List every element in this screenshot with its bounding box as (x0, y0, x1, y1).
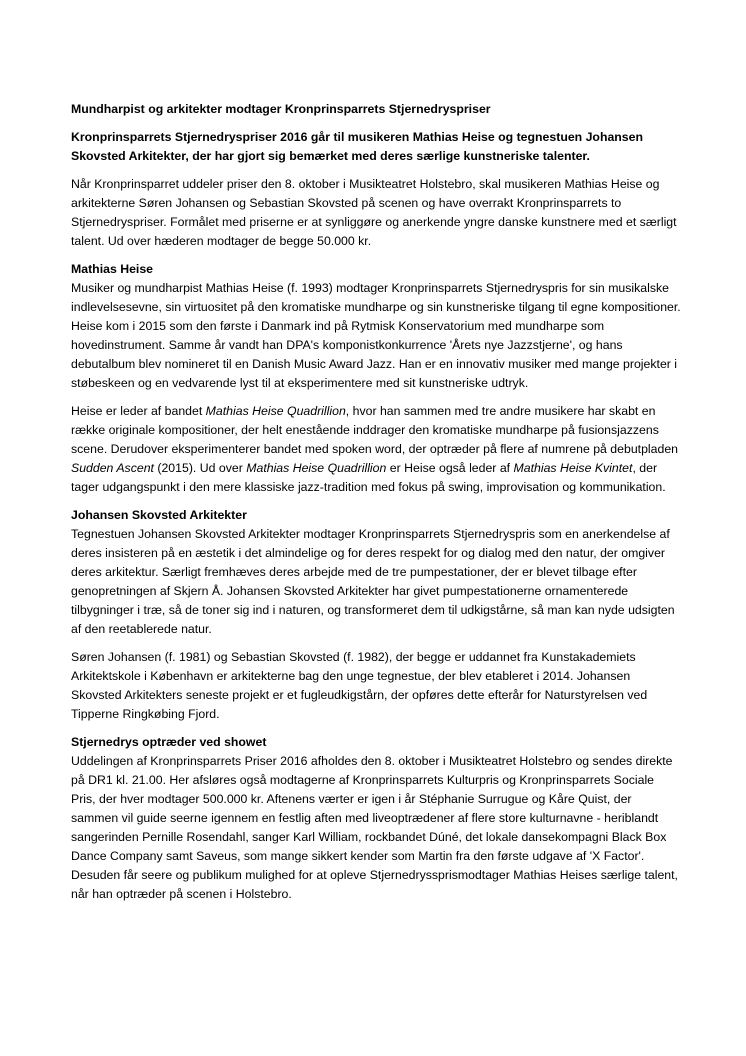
band-name-kvintet: Mathias Heise Kvintet (513, 461, 633, 475)
heise-p2-text-i: , der tager udgangspunkt i den mere klassiske jazz-tradition med fokus på swing, improvisation og kommunikation. (71, 461, 666, 494)
heise-p2-text-g: er Heise også leder af (386, 461, 514, 475)
section-heading-jsa: Johansen Skovsted Arkitekter (71, 508, 247, 522)
section-heading-show: Stjernedrys optræder ved showet (71, 735, 267, 749)
heise-p2-text-a: Heise er leder af bandet (71, 404, 206, 418)
document-title: Mundharpist og arkitekter modtager Kronprinsparrets Stjernedryspriser (71, 102, 491, 116)
document-page (71, 100, 681, 913)
album-title: Sudden Ascent (71, 461, 154, 475)
band-name-quadrillion: Mathias Heise Quadrillion (205, 404, 346, 418)
section-show (71, 733, 681, 904)
jsa-paragraph-1: Tegnestuen Johansen Skovsted Arkitekter modtager Kronprinsparrets Stjernedryspris som en anerkendelse af deres insisteren på en æstetik i det almindelige og for deres respekt for og dialog med den natur, der omgiver deres arkitektur. Særligt fremhæves deres arbejde med de tre pumpestationer, der er blevet tilbage efter genopretningen af Skjern Å. Johansen Skovsted Arkitekter har givet pumpestationerne ornamenterede tilbygninger i træ, så de toner sig ind i naturen, og transformeret dem til udkigstårne, så man kan nyde udsigten af den reetablerede natur. (71, 527, 675, 636)
heise-paragraph-2 (71, 402, 681, 497)
section-heading-heise: Mathias Heise (71, 262, 154, 276)
section-heise (71, 260, 681, 393)
heise-p2-text-c: , hvor han sammen med tre andre musikere har skabt en række originale kompositioner, der helt enestående inddrager den kromatiske mundharpe på fusionsjazzens scene. Derudover eksperimenterer bandet med spoken word, der optræder på flere af numrene på debutpladen (71, 404, 679, 456)
band-name-quadrillion-2: Mathias Heise Quadrillion (246, 461, 387, 475)
show-paragraph-1: Uddelingen af Kronprinsparrets Priser 2016 afholdes den 8. oktober i Musikteatret Holstebro og sendes direkte på DR1 kl. 21.00. Her afsløres også modtagerne af Kronprinsparrets Kulturpris og Kronprinsparrets Sociale Pris, der hver modtager 500.000 kr. Aftenens værter er igen i år Stéphanie Surrugue og Kåre Quist, der sammen vil guide seerne igennem en festlig aften med liveoptrædener af flere store kulturnavne - heriblandt sangerinden Pernille Rosendahl, sanger Karl William, rockbandet Dúné, det lokale dansekompagni Black Box Dance Company samt Saveus, som mange sikkert kender som Martin fra den første udgave af 'X Factor'. Desuden får seere og publikum mulighed for at opleve Stjernedryssprismodtager Mathias Heises særlige talent, når han optræder på scenen i Holstebro. (71, 754, 678, 901)
section-jsa (71, 506, 681, 639)
intro-paragraph: Når Kronprinsparret uddeler priser den 8. oktober i Musikteatret Holstebro, skal musikeren Mathias Heise og arkitekterne Søren Johansen og Sebastian Skovsted på scenen og have overrakt Kronprinsparrets to Stjernedryspriser. Formålet med priserne er at synliggøre og anerkende yngre danske kunstnere med et særligt talent. Ud over hæderen modtager de begge 50.000 kr. (71, 177, 677, 248)
heise-p2-text-e: (2015). Ud over (153, 461, 247, 475)
lead-paragraph: Kronprinsparrets Stjernedryspriser 2016 går til musikeren Mathias Heise og tegnestuen Johansen Skovsted Arkitekter, der har gjort sig bemærket med deres særlige kunstneriske talenter. (71, 130, 643, 163)
jsa-paragraph-2: Søren Johansen (f. 1981) og Sebastian Skovsted (f. 1982), der begge er uddannet fra Kunstakademiets Arkitektskole i København er arkitekterne bag den unge tegnestue, der blev etableret i 2014. Johansen Skovsted Arkitekters seneste projekt er et fugleudkigstårn, der opføres dette efterår for Naturstyrelsen ved Tipperne Ringkøbing Fjord. (71, 650, 648, 721)
heise-paragraph-1: Musiker og mundharpist Mathias Heise (f. 1993) modtager Kronprinsparrets Stjernedryspris for sin musikalske indlevelsesevne, sin virtuositet på den kromatiske mundharpe og sin kunstneriske tilgang til egne kompositioner. Heise kom i 2015 som den første i Danmark ind på Rytmisk Konservatorium med mundharpe som hovedinstrument. Samme år vandt han DPA's komponistkonkurrence 'Årets nye Jazzstjerne', og hans debutalbum blev nomineret til en Danish Music Award Jazz. Han er en innovativ musiker med mange projekter i støbeskeen og en vedvarende lyst til at eksperimentere med sit kunstneriske udtryk. (71, 281, 681, 390)
